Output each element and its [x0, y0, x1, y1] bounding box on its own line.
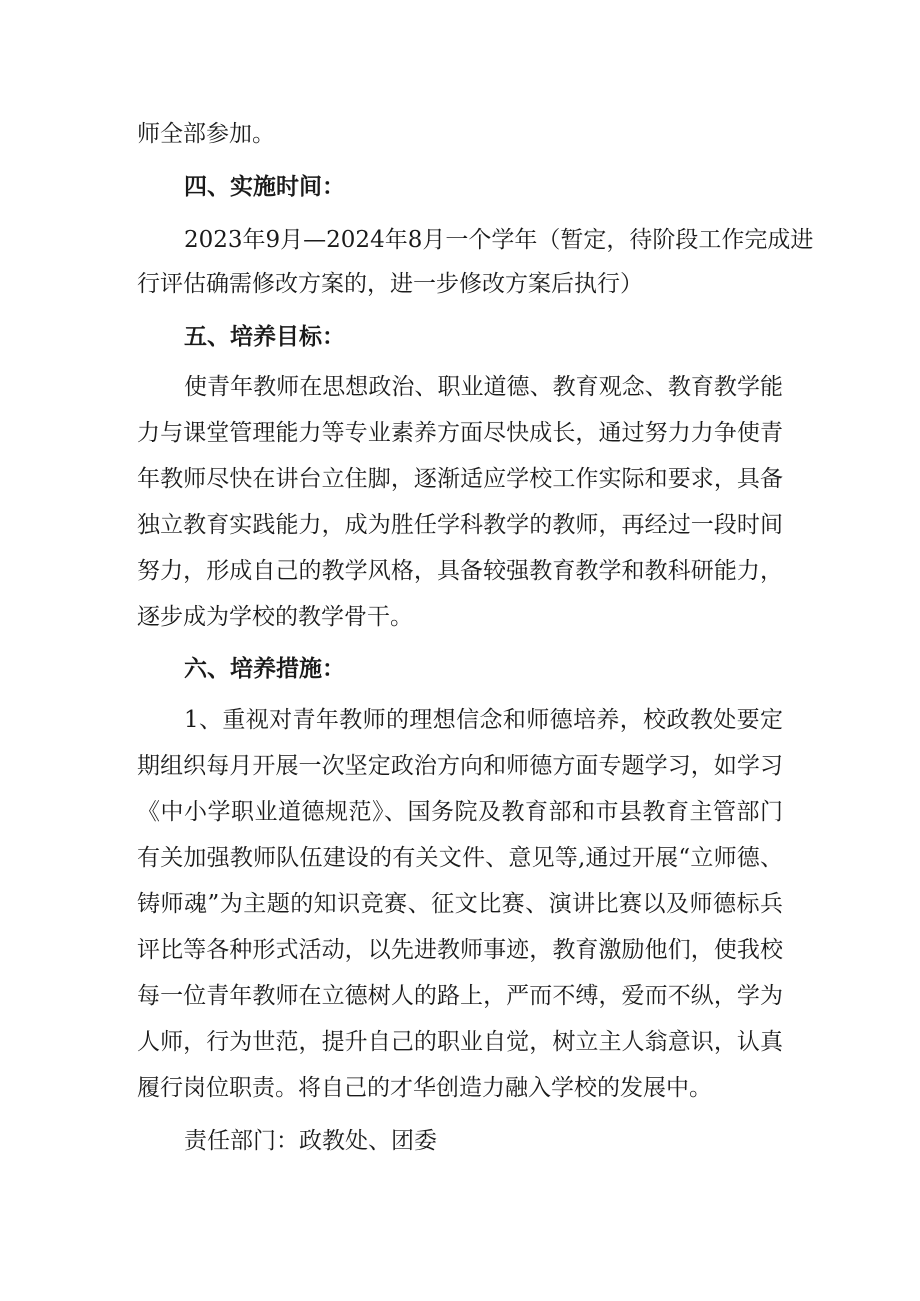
responsible-department: 责任部门：政教处、团委 — [184, 1128, 437, 1154]
text-line: 每一位青年教师在立德树人的路上，严而不缚，爱而不纵，学为 — [137, 983, 783, 1009]
text-line: 师全部参加。 — [137, 121, 275, 147]
text-line: 行评估确需修改方案的，进一步修改方案后执行） — [137, 271, 643, 297]
text-line: 评比等各种形式活动，以先进教师事迹，教育激励他们，使我校 — [137, 937, 783, 963]
text-line: 铸师魂”为主题的知识竞赛、征文比赛、演讲比赛以及师德标兵 — [137, 891, 783, 917]
text-line: 《中小学职业道德规范》、国务院及教育部和市县教育主管部门 — [137, 799, 783, 825]
text-line: 1、重视对青年教师的理想信念和师德培养，校政教处要定 — [184, 707, 783, 733]
text-line: 努力，形成自己的教学风格，具备较强教育教学和教科研能力， — [137, 558, 783, 584]
text-line: 人师，行为世范，提升自己的职业自觉，树立主人翁意识，认真 — [137, 1029, 783, 1055]
text-line: 履行岗位职责。将自己的才华创造力融入学校的发展中。 — [137, 1075, 712, 1101]
text-line: 年教师尽快在讲台立住脚，逐渐适应学校工作实际和要求，具备 — [137, 466, 783, 492]
heading-training-measures: 六、培养措施： — [184, 656, 345, 682]
text-line: 使青年教师在思想政治、职业道德、教育观念、教育教学能 — [184, 374, 783, 400]
text-line: 独立教育实践能力，成为胜任学科教学的教师，再经过一段时间 — [137, 512, 783, 538]
text-line: 期组织每月开展一次坚定政治方向和师德方面专题学习，如学习 — [137, 753, 783, 779]
text-line: 有关加强教师队伍建设的有关文件、意见等,通过开展“立师德、 — [137, 845, 783, 871]
text-line: 力与课堂管理能力等专业素养方面尽快成长，通过努力力争使青 — [137, 420, 783, 446]
text-line: 逐步成为学校的教学骨干。 — [137, 604, 413, 630]
heading-training-goals: 五、培养目标： — [184, 324, 345, 350]
heading-implementation-time: 四、实施时间： — [184, 174, 345, 200]
text-line: 2023年9月—2024年8月一个学年（暂定，待阶段工作完成进 — [184, 227, 814, 253]
